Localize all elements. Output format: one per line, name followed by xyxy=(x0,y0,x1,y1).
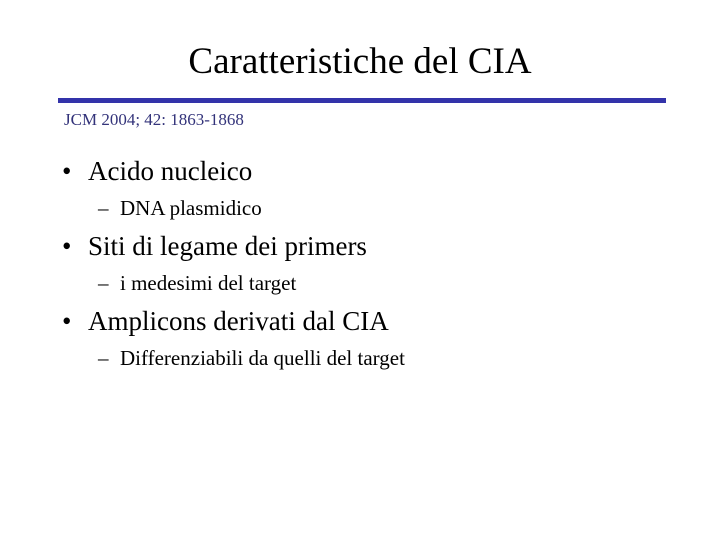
sub-bullet-item xyxy=(98,270,296,296)
bullet-item xyxy=(62,305,389,337)
bullet-marker: • xyxy=(62,306,72,336)
sub-bullet-item xyxy=(98,345,405,371)
bullet-text: Siti di legame dei primers xyxy=(88,231,367,261)
sub-bullet-marker: – xyxy=(98,196,109,220)
sub-bullet-marker: – xyxy=(98,346,109,370)
sub-bullet-text: DNA plasmidico xyxy=(120,196,262,220)
sub-bullet-text: i medesimi del target xyxy=(120,271,297,295)
slide-title: Caratteristiche del CIA xyxy=(188,41,532,82)
bullet-marker: • xyxy=(62,231,72,261)
bullet-text: Acido nucleico xyxy=(88,156,253,186)
bullet-marker: • xyxy=(62,156,72,186)
bullet-text: Amplicons derivati dal CIA xyxy=(88,306,389,336)
citation: JCM 2004; 42: 1863-1868 xyxy=(64,110,244,129)
sub-bullet-item xyxy=(98,195,262,221)
sub-bullet-marker: – xyxy=(98,271,109,295)
bullet-item xyxy=(62,155,252,187)
sub-bullet-text: Differenziabili da quelli del target xyxy=(120,346,405,370)
bullet-item xyxy=(62,230,367,262)
